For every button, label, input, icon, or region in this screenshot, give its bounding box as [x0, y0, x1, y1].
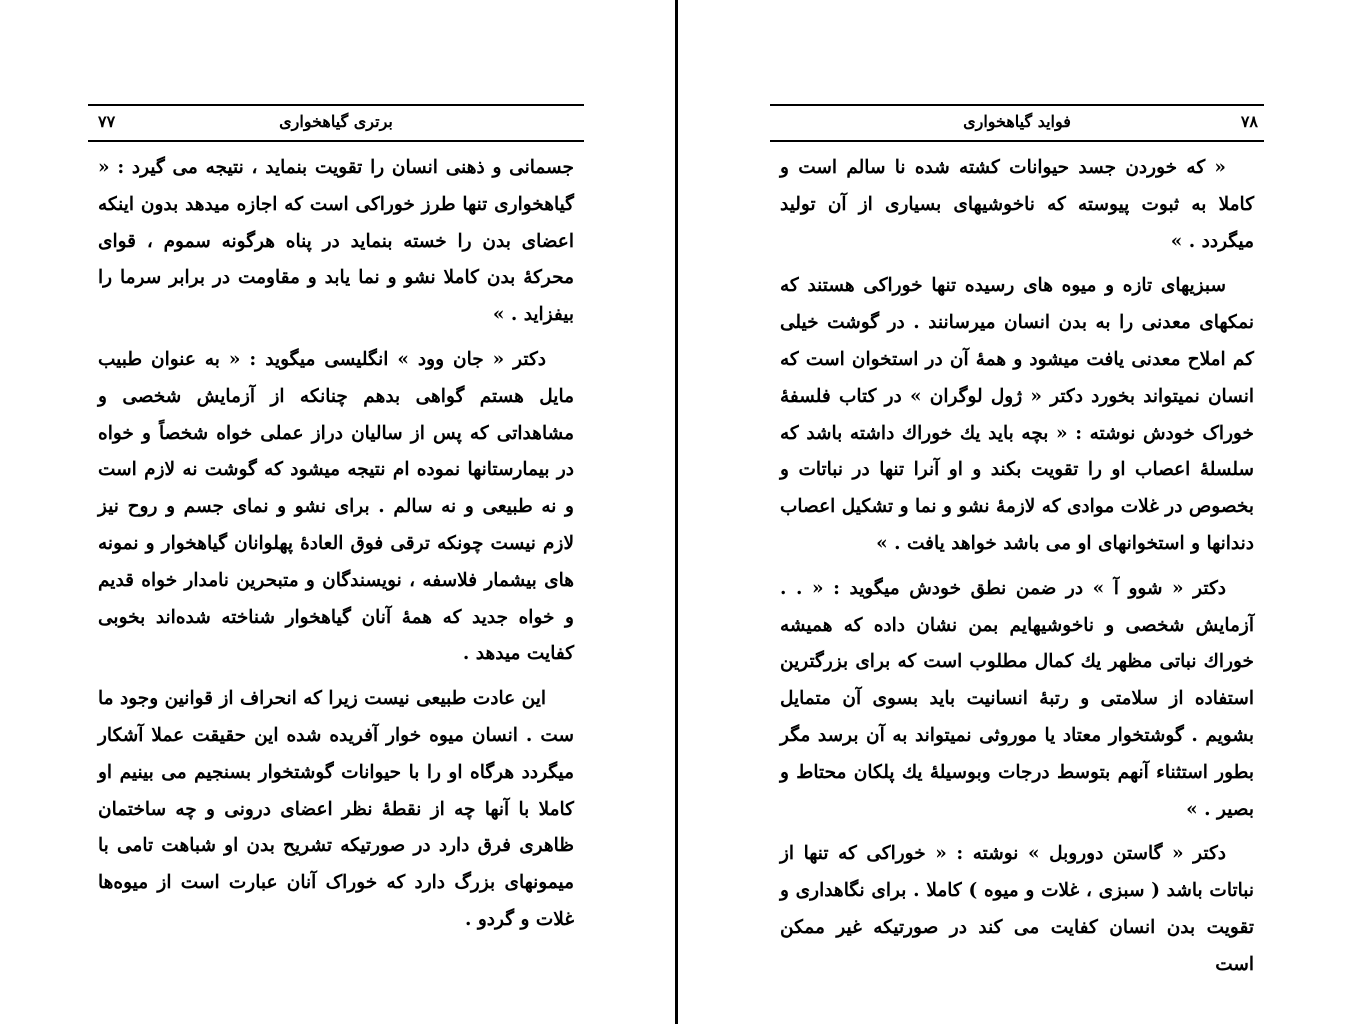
left-running-head: برتری گیاهخواری: [279, 112, 393, 131]
right-paragraph: دکتر « گاستن دوروبل » نوشته : « خوراکی که تنها از نباتات باشد ( سبزی ، غلات و میوه ) کاملا . برای نگاهداری و تقویت بدن انسان کفایت می کند در صورتیکه غیر ممکن است: [780, 843, 1254, 975]
left-paragraph: جسمانی و ذهنی انسان را تقویت بنماید ، نتیجه می گیرد : « گیاهخواری تنها طرز خوراکی است که اجازه میدهد بدون اینکه اعضای بدن را خسته بنماید در پناه هرگونه سموم ، قوای محرکهٔ بدن کاملا نشو و نما یابد و مقاومت در برابر سرما را بیفزاید . »: [98, 157, 574, 326]
left-paragraph: این عادت طبیعی نیست زیرا که انحراف از قوانین وجود ما ست . انسان میوه خوار آفریده شده این حقیقت عملا آشکار میگردد هرگاه او را با حیوانات گوشتخوار بسنجیم می بینیم او کاملا با آنها چه از نقطهٔ نظر اعضای درونی و چه ساختمان ظاهری فرق دارد در صورتیکه تشریح بدن او شباهت تامی با میمونهای بزرگ دارد که خوراک آنان عبارت است از میوه‌ها غلات و گردو .: [98, 688, 574, 930]
right-paragraph: دکتر « شوو آ » در ضمن نطق خودش میگوید : « . . آزمایش شخصی و ناخوشیهایم بمن نشان داده که همیشه خوراك نباتی مظهر یك کمال مطلوب است که برای بزرگترین استفاده از سلامتی و رتبهٔ انسانیت باید بسوی آن متمایل بشویم . گوشتخوار معتاد یا موروثی نمیتواند به آن برسد مگر بطور استثناء آنهم بتوسط درجات وبوسیلهٔ یك پلکان محتاط و بصیر . »: [780, 577, 1254, 820]
left-page-header: [88, 104, 584, 142]
left-paragraph: دکتر « جان وود » انگلیسی میگوید : « به عنوان طبیب مایل هستم گواهی بدهم چنانکه از آزمایش شخصی و مشاهداتی که پس از سالیان دراز عملی خواه شخصاً و خواه در بیمارستانها نموده ام نتیجه میشود که گوشت نه لازم است و نه طبیعی و نه سالم . برای نشو و نمای جسم و روح نیز لازم نیست چونکه ترقی فوق العادهٔ پهلوانان گیاهخوار و نمونه های بیشمار فلاسفه ، نویسندگان و متبحرین نامدار خواه قدیم و خواه جدید که همهٔ آنان گیاهخوار شناخته شده‌اند بخوبی کفایت میدهد .: [98, 348, 574, 665]
right-page-number: ۷۸: [1240, 112, 1258, 131]
right-page-body: [780, 150, 1254, 992]
left-page: [88, 0, 584, 1024]
right-page-header: [770, 104, 1264, 142]
left-page-body: [98, 150, 574, 947]
right-page: [770, 0, 1264, 1024]
right-paragraph: سبزیهای تازه و میوه های رسیده تنها خوراکی هستند که نمکهای معدنی را به بدن انسان میرسانند . در گوشت خیلی کم املاح معدنی یافت میشود و همهٔ آن در استخوان است که انسان نمیتواند بخورد دکتر « ژول لوگران » در کتاب فلسفهٔ خوراک خودش نوشته : « بچه باید یك خوراك داشته باشد که سلسلهٔ اعصاب او را تقویت بکند و او آنرا تنها در نباتات و بخصوص در غلات موادی که لازمهٔ نشو و نما و تشکیل اعصاب دندانها و استخوانهای او می باشد خواهد یافت . »: [780, 275, 1254, 554]
right-running-head: فواید گیاهخواری: [963, 112, 1071, 131]
book-gutter: [675, 0, 678, 1024]
left-page-number: ۷۷: [98, 112, 116, 131]
right-paragraph: « که خوردن جسد حیوانات کشته شده نا سالم است و کاملا به ثبوت پیوسته که ناخوشیهای بسیاری از آن تولید میگردد . »: [780, 157, 1254, 252]
